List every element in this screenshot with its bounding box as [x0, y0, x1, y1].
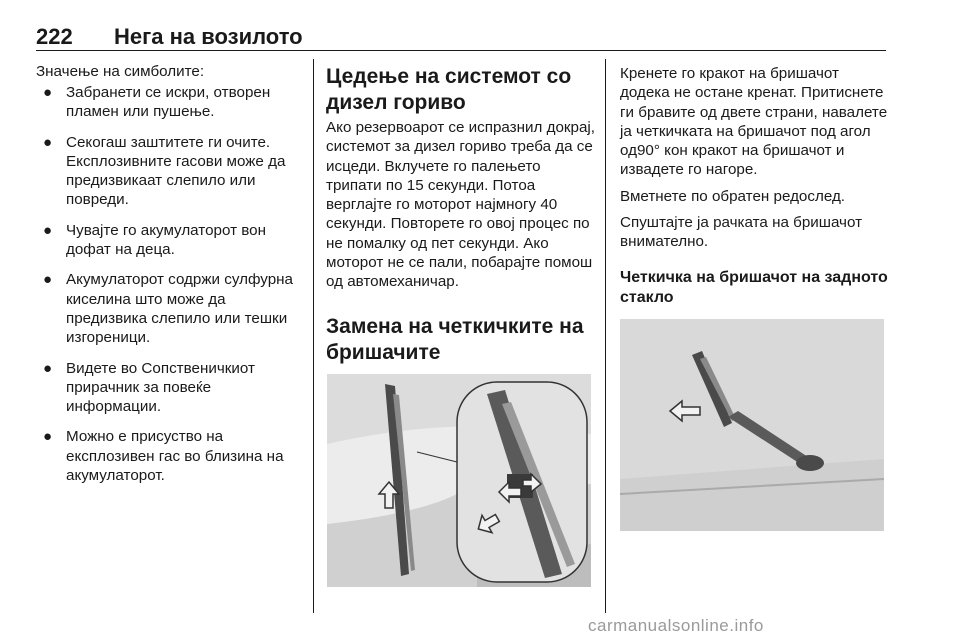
list-item [36, 221, 302, 260]
bullet-icon: ● [43, 221, 53, 239]
list-item-text: Можно е присуство на експлозивен гас во близина на акумулаторот. [66, 428, 284, 485]
list-item [36, 427, 302, 485]
bullet-icon: ● [43, 84, 53, 101]
bullet-icon: ● [43, 428, 53, 446]
list-item [36, 133, 302, 210]
wiper-replacement-heading: Замена на четкичките на бришачите [326, 314, 584, 364]
diesel-drain-text: Ако резервоарот се испразнил докрај, системот за дизел гориво треба да се исцеди. Вклучете го палењето трипати по 15 секунди. Потоа верглајте го моторот најмногу 40 секунди. Повторете го овој процес по не помалку од пет секунди. Ако моторот не се пали, побарајте помош од автомеханичар. [326, 119, 596, 291]
bullet-icon: ● [43, 133, 53, 151]
watermark: carmanualsonline.info [588, 616, 764, 635]
diesel-drain-heading: Цедење на системот со дизел гориво [326, 65, 572, 114]
chapter-title: Нега на возилото [114, 24, 303, 49]
rear-wiper-illustration [620, 319, 884, 531]
page-number: 222 [36, 24, 73, 49]
bullet-icon: ● [43, 359, 53, 377]
page-header [36, 24, 886, 52]
list-item-text: Секогаш заштитете ги очите. Експлозивните гасови може да предизвикаат слепило или повреди. [66, 133, 286, 209]
header-rule [36, 50, 886, 51]
column-3 [620, 64, 888, 308]
rear-wiper-icon [620, 319, 884, 531]
bullet-icon: ● [43, 271, 53, 289]
list-item-text: Видете во Сопственичкиот прирачник за повеќе информации. [66, 359, 255, 416]
symbols-list [36, 83, 302, 496]
list-item-text: Забранети се искри, отворен пламен или пушење. [66, 84, 271, 121]
list-item [36, 270, 302, 347]
list-item [36, 83, 302, 122]
windshield-wiper-illustration [327, 374, 591, 587]
symbols-intro: Значење на симболите: [36, 63, 205, 80]
column-divider-2 [605, 59, 606, 613]
list-item-text: Акумулаторот содржи сулфурна киселина што може да предизвика слепило или тешки изгореници. [66, 271, 293, 347]
column-divider-1 [313, 59, 314, 613]
wiper-install-text: Вметнете по обратен редослед. [620, 187, 846, 205]
rear-wiper-heading: Четкичка на бришачот на задното стакло [620, 268, 888, 306]
list-item [36, 359, 302, 417]
wiper-removal-text: Кренете го кракот на бришачот додека не остане кренат. Притиснете ги бравите од двете страни, навалете ја четкичката на бришачот под агол од90° кон кракот на бришачот и извадете го нагоре. [620, 65, 888, 179]
wiper-lower-text: Спуштајте ја рачката на бришачот внимателно. [620, 214, 863, 251]
windshield-wiper-icon [327, 374, 591, 587]
column-2 [326, 64, 598, 366]
list-item-text: Чувајте го акумулаторот вон дофат на деца. [66, 221, 266, 259]
